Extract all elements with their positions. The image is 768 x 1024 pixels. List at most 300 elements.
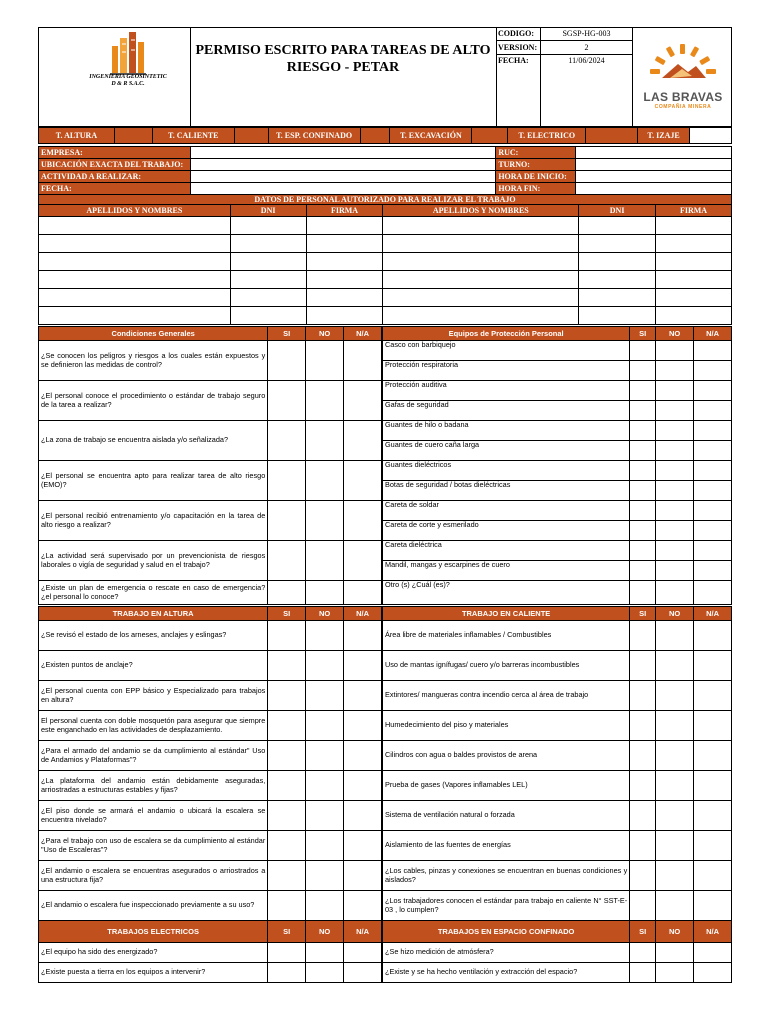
generales-question: ¿Se conocen los peligros y riesgos a los cuales están expuestos y se definieron las medidas de control? [39,341,268,381]
company-logo-line1: INGENIERIA GEOSINTETIC [89,74,167,80]
page-title-line2: RIESGO - PETAR [286,60,400,75]
altura-row [39,741,382,771]
altura-col-si: SI [268,607,306,621]
caliente-check-na[interactable] [694,741,732,771]
altura-row [39,651,382,681]
altura-check-no[interactable] [306,741,344,771]
ubicacion-field[interactable] [190,159,495,171]
caliente-check-no[interactable] [656,681,694,711]
personal-cell-dni-right[interactable] [579,271,656,289]
epp-question: Botas de seguridad / botas dieléctricas [383,481,630,501]
epp-check-si[interactable] [630,561,656,581]
col-dni-left: DNI [230,205,306,217]
generales-check-si[interactable] [268,461,306,501]
electricos-title: TRABAJOS ELECTRICOS [39,921,268,943]
personal-cell-dni-left[interactable] [230,235,306,253]
generales-check-na[interactable] [344,541,382,581]
altura-check-na[interactable] [344,831,382,861]
generales-col-na: N/A [344,327,382,341]
epp-check-no[interactable] [656,381,694,401]
hora-inicio-label: HORA DE INICIO: [496,171,576,183]
caliente-check-si[interactable] [630,801,656,831]
epp-check-si[interactable] [630,541,656,561]
caliente-col-si: SI [630,607,656,621]
epp-check-na[interactable] [694,341,732,361]
epp-col-na: N/A [694,327,732,341]
altura-check-si[interactable] [268,651,306,681]
epp-row [383,341,732,361]
caliente-check-si[interactable] [630,771,656,801]
hora-fin-field[interactable] [576,183,732,195]
altura-row [39,891,382,921]
caliente-row [383,651,732,681]
epp-check-na[interactable] [694,481,732,501]
epp-check-na[interactable] [694,561,732,581]
confinado-question: ¿Se hizo medición de atmósfera? [383,943,630,963]
codigo-label: CODIGO: [498,29,534,38]
epp-row [383,521,732,541]
confinado-col-si: SI [630,921,656,943]
version-value: 2 [584,43,589,52]
altura-check-si[interactable] [268,621,306,651]
epp-row [383,361,732,381]
personal-cell-firma-left[interactable] [306,235,383,253]
personal-grid [38,216,732,325]
generales-row [39,341,382,381]
personal-cell-apellidos-right[interactable] [383,307,579,325]
altura-check-na[interactable] [344,621,382,651]
caliente-check-na[interactable] [694,771,732,801]
personal-cell-firma-right[interactable] [656,217,732,235]
epp-col-si: SI [630,327,656,341]
generales-row [39,461,382,501]
epp-check-si[interactable] [630,461,656,481]
task-type-electrico: T. ELECTRICO [508,128,586,144]
epp-row [383,561,732,581]
electricos-check-na[interactable] [344,943,382,963]
epp-check-si[interactable] [630,441,656,461]
personal-cell-firma-left[interactable] [306,289,383,307]
epp-check-no[interactable] [656,521,694,541]
generales-table [38,326,382,605]
caliente-question: Sistema de ventilación natural o forzada [383,801,630,831]
confinado-col-no: NO [656,921,694,943]
confinado-col-na: N/A [694,921,732,943]
epp-question: Gafas de seguridad [383,401,630,421]
caliente-check-si[interactable] [630,831,656,861]
caliente-check-si[interactable] [630,651,656,681]
caliente-check-na[interactable] [694,891,732,921]
task-check-izaje[interactable] [690,128,732,144]
electricos-question: ¿Existe puesta a tierra en los equipos a intervenir? [39,963,268,983]
epp-check-no[interactable] [656,461,694,481]
altura-check-na[interactable] [344,741,382,771]
codigo-value: SGSP-HG-003 [562,29,611,38]
caliente-question: Prueba de gases (Vapores inflamables LEL) [383,771,630,801]
caliente-check-na[interactable] [694,831,732,861]
caliente-question: Cilindros con agua o baldes provistos de arena [383,741,630,771]
generales-check-no[interactable] [306,581,344,605]
caliente-check-no[interactable] [656,801,694,831]
caliente-check-no[interactable] [656,741,694,771]
turno-field[interactable] [576,159,732,171]
epp-row [383,441,732,461]
epp-check-si[interactable] [630,581,656,605]
confinado-question: ¿Existe y se ha hecho ventilación y extracción del espacio? [383,963,630,983]
epp-check-na[interactable] [694,441,732,461]
caliente-check-no[interactable] [656,891,694,921]
caliente-check-no[interactable] [656,861,694,891]
hora-inicio-field[interactable] [576,171,732,183]
personal-cell-apellidos-right[interactable] [383,253,579,271]
caliente-check-na[interactable] [694,801,732,831]
altura-question: ¿Existen puntos de anclaje? [39,651,268,681]
epp-check-si[interactable] [630,401,656,421]
caliente-check-na[interactable] [694,711,732,741]
caliente-row [383,861,732,891]
generales-question: ¿El personal recibió entrenamiento y/o capacitación en la tarea de alto riesgo a realizar? [39,501,268,541]
altura-check-si[interactable] [268,891,306,921]
epp-check-na[interactable] [694,361,732,381]
personal-cell-apellidos-left[interactable] [39,217,231,235]
epp-check-no[interactable] [656,501,694,521]
personal-cell-firma-right[interactable] [656,235,732,253]
altura-row [39,831,382,861]
generales-question: ¿El personal se encuentra apto para realizar tarea de alto riesgo (EMO)? [39,461,268,501]
generales-check-si[interactable] [268,341,306,381]
generales-check-si[interactable] [268,581,306,605]
caliente-check-no[interactable] [656,621,694,651]
turno-label: TURNO: [496,159,576,171]
electricos-row [39,943,382,963]
altura-check-no[interactable] [306,651,344,681]
altura-row [39,681,382,711]
empresa-field[interactable] [190,147,495,159]
generales-check-no[interactable] [306,501,344,541]
caliente-check-si[interactable] [630,681,656,711]
altura-check-no[interactable] [306,801,344,831]
epp-check-no[interactable] [656,341,694,361]
epp-question: Careta dieléctrica [383,541,630,561]
generales-check-na[interactable] [344,421,382,461]
generales-question: ¿El personal conoce el procedimiento o estándar de trabajo seguro de la tarea a realizar? [39,381,268,421]
epp-row [383,421,732,441]
personal-cell-dni-right[interactable] [579,217,656,235]
epp-check-no[interactable] [656,561,694,581]
task-type-altura: T. ALTURA [39,128,115,144]
caliente-check-si[interactable] [630,891,656,921]
epp-row [383,381,732,401]
personal-cell-apellidos-right[interactable] [383,235,579,253]
electricos-check-si[interactable] [268,963,306,983]
epp-col-no: NO [656,327,694,341]
personal-cell-dni-left[interactable] [230,307,306,325]
epp-check-na[interactable] [694,521,732,541]
altura-row [39,801,382,831]
epp-question: Protección respiratoria [383,361,630,381]
personal-cell-firma-right[interactable] [656,253,732,271]
altura-question: ¿El andamio o escalera se encuentras asegurados o arriostrados a una estructura fija? [39,861,268,891]
altura-check-na[interactable] [344,891,382,921]
altura-col-no: NO [306,607,344,621]
caliente-check-no[interactable] [656,651,694,681]
altura-check-na[interactable] [344,651,382,681]
epp-row [383,581,732,605]
personal-cell-dni-right[interactable] [579,289,656,307]
caliente-check-no[interactable] [656,771,694,801]
epp-question: Guantes de hilo o badana [383,421,630,441]
personal-cell-firma-left[interactable] [306,253,383,271]
personal-row [39,289,732,307]
caliente-check-na[interactable] [694,681,732,711]
epp-question: Protección auditiva [383,381,630,401]
altura-check-si[interactable] [268,741,306,771]
generales-check-na[interactable] [344,461,382,501]
altura-check-na[interactable] [344,801,382,831]
altura-check-si[interactable] [268,831,306,861]
epp-check-si[interactable] [630,421,656,441]
generales-check-no[interactable] [306,381,344,421]
altura-check-si[interactable] [268,681,306,711]
personal-cell-firma-left[interactable] [306,271,383,289]
altura-check-no[interactable] [306,711,344,741]
personal-row [39,217,732,235]
fecha-info-field[interactable] [190,183,495,195]
confinado-check-no[interactable] [656,963,694,983]
epp-check-si[interactable] [630,521,656,541]
personal-table [38,194,732,217]
epp-check-no[interactable] [656,421,694,441]
epp-table [382,326,732,605]
epp-check-si[interactable] [630,481,656,501]
caliente-row [383,741,732,771]
caliente-check-na[interactable] [694,861,732,891]
task-type-row [38,127,732,144]
altura-question: ¿Para el armado del andamio se da cumplimiento al estándar" Uso de Andamios y Plataformas"? [39,741,268,771]
caliente-question: ¿Los trabajadores conocen el estándar para trabajo en caliente N° SST-E-03 , lo cumplen? [383,891,630,921]
caliente-check-si[interactable] [630,711,656,741]
confinado-check-na[interactable] [694,943,732,963]
page-title-line1: PERMISO ESCRITO PARA TAREAS DE ALTO [195,43,491,58]
epp-check-na[interactable] [694,581,732,605]
caliente-check-no[interactable] [656,711,694,741]
generales-check-no[interactable] [306,461,344,501]
epp-check-na[interactable] [694,421,732,441]
confinado-check-no[interactable] [656,943,694,963]
caliente-row [383,711,732,741]
personal-cell-apellidos-left[interactable] [39,271,231,289]
confinado-check-si[interactable] [630,963,656,983]
task-check-excavacion[interactable] [472,128,508,144]
epp-row [383,401,732,421]
epp-question: Otro (s) ¿Cuál (es)? [383,581,630,605]
fecha-label: FECHA: [498,56,529,65]
generales-question: ¿La actividad será supervisado por un prevencionista de riesgos laborales o vigía de seguridad y salud en el trabajo? [39,541,268,581]
epp-check-na[interactable] [694,461,732,481]
confinado-title: TRABAJOS EN ESPACIO CONFINADO [383,921,630,943]
generales-col-si: SI [268,327,306,341]
epp-check-si[interactable] [630,381,656,401]
caliente-check-na[interactable] [694,621,732,651]
col-apellidos-left: APELLIDOS Y NOMBRES [39,205,231,217]
epp-check-no[interactable] [656,541,694,561]
personal-cell-apellidos-right[interactable] [383,271,579,289]
electricos-col-no: NO [306,921,344,943]
caliente-check-si[interactable] [630,741,656,771]
electricos-check-na[interactable] [344,963,382,983]
altura-check-si[interactable] [268,861,306,891]
altura-check-na[interactable] [344,861,382,891]
personal-cell-apellidos-left[interactable] [39,253,231,271]
generales-row [39,501,382,541]
confinado-row [383,943,732,963]
altura-check-na[interactable] [344,771,382,801]
company-logo [98,30,158,76]
altura-question: ¿El personal cuenta con EPP básico y Especializado para trabajos en altura? [39,681,268,711]
altura-question: El personal cuenta con doble mosquetón para asegurar que siempre este enganchado en las actividades de desplazamiento. [39,711,268,741]
altura-check-na[interactable] [344,711,382,741]
header-divider-mid [496,27,497,127]
personal-cell-firma-left[interactable] [306,217,383,235]
task-type-caliente: T. CALIENTE [152,128,234,144]
generales-check-na[interactable] [344,581,382,605]
altura-row [39,711,382,741]
actividad-field[interactable] [190,171,495,183]
personal-cell-apellidos-left[interactable] [39,235,231,253]
personal-cell-dni-right[interactable] [579,253,656,271]
confinado-table [382,920,732,983]
altura-check-no[interactable] [306,771,344,801]
altura-col-na: N/A [344,607,382,621]
confinado-check-na[interactable] [694,963,732,983]
personal-cell-firma-left[interactable] [306,307,383,325]
epp-check-si[interactable] [630,361,656,381]
generales-check-na[interactable] [344,501,382,541]
task-check-electrico[interactable] [586,128,638,144]
personal-cell-dni-right[interactable] [579,307,656,325]
epp-row [383,501,732,521]
electricos-table [38,920,382,983]
altura-question: ¿Se revisó el estado de los arneses, anclajes y eslingas? [39,621,268,651]
personal-cell-firma-right[interactable] [656,289,732,307]
altura-check-no[interactable] [306,891,344,921]
generales-check-no[interactable] [306,421,344,461]
task-check-altura[interactable] [114,128,152,144]
personal-cell-firma-right[interactable] [656,307,732,325]
task-check-caliente[interactable] [234,128,268,144]
altura-title: TRABAJO EN ALTURA [39,607,268,621]
generales-title: Condiciones Generales [39,327,268,341]
caliente-check-si[interactable] [630,861,656,891]
personal-title: DATOS DE PERSONAL AUTORIZADO PARA REALIZAR EL TRABAJO [39,195,732,205]
generales-row [39,541,382,581]
generales-check-si[interactable] [268,501,306,541]
epp-question: Guantes dieléctricos [383,461,630,481]
altura-check-na[interactable] [344,681,382,711]
personal-cell-dni-left[interactable] [230,253,306,271]
electricos-question: ¿El equipo ha sido des energizado? [39,943,268,963]
caliente-question: ¿Los cables, pinzas y conexiones se encuentran en buenas condiciones y aislados? [383,861,630,891]
caliente-row [383,891,732,921]
caliente-col-no: NO [656,607,694,621]
electricos-check-si[interactable] [268,943,306,963]
personal-cell-apellidos-left[interactable] [39,307,231,325]
epp-check-no[interactable] [656,361,694,381]
generales-row [39,381,382,421]
caliente-table [382,606,732,921]
task-check-confinado[interactable] [360,128,390,144]
altura-check-si[interactable] [268,711,306,741]
altura-check-no[interactable] [306,681,344,711]
epp-check-na[interactable] [694,501,732,521]
personal-cell-dni-left[interactable] [230,271,306,289]
epp-check-si[interactable] [630,341,656,361]
caliente-check-si[interactable] [630,621,656,651]
personal-cell-firma-right[interactable] [656,271,732,289]
caliente-check-no[interactable] [656,831,694,861]
ruc-label: RUC: [496,147,576,159]
altura-check-no[interactable] [306,621,344,651]
personal-cell-apellidos-right[interactable] [383,217,579,235]
electricos-check-no[interactable] [306,963,344,983]
electricos-row [39,963,382,983]
epp-check-no[interactable] [656,401,694,421]
altura-check-no[interactable] [306,861,344,891]
epp-check-si[interactable] [630,501,656,521]
epp-check-no[interactable] [656,581,694,605]
generales-check-no[interactable] [306,341,344,381]
info-table [38,146,732,195]
epp-check-na[interactable] [694,381,732,401]
epp-question: Mandil, mangas y escarpines de cuero [383,561,630,581]
epp-row [383,481,732,501]
caliente-question: Extintores/ mangueras contra incendio cerca al área de trabajo [383,681,630,711]
confinado-check-si[interactable] [630,943,656,963]
caliente-row [383,831,732,861]
personal-cell-dni-right[interactable] [579,235,656,253]
company-logo-line2: D & R S.A.C. [111,81,145,87]
epp-check-na[interactable] [694,401,732,421]
col-dni-right: DNI [579,205,656,217]
ruc-field[interactable] [576,147,732,159]
ubicacion-label: UBICACIÓN EXACTA DEL TRABAJO: [39,159,191,171]
generales-check-si[interactable] [268,421,306,461]
altura-check-si[interactable] [268,771,306,801]
code-line1 [496,40,633,41]
epp-question: Guantes de cuero caña larga [383,441,630,461]
generales-check-no[interactable] [306,541,344,581]
altura-check-no[interactable] [306,831,344,861]
code-line2 [496,54,633,55]
caliente-row [383,681,732,711]
personal-cell-dni-left[interactable] [230,289,306,307]
personal-cell-dni-left[interactable] [230,217,306,235]
personal-cell-apellidos-right[interactable] [383,289,579,307]
personal-cell-apellidos-left[interactable] [39,289,231,307]
generales-check-na[interactable] [344,341,382,381]
epp-check-no[interactable] [656,481,694,501]
caliente-check-na[interactable] [694,651,732,681]
generales-check-si[interactable] [268,541,306,581]
epp-check-no[interactable] [656,441,694,461]
generales-check-na[interactable] [344,381,382,421]
header-divider-right [632,27,633,127]
altura-check-si[interactable] [268,801,306,831]
generales-check-si[interactable] [268,381,306,421]
generales-question: ¿Existe un plan de emergencia o rescate en caso de emergencia? ¿el personal lo conoce? [39,581,268,605]
epp-check-na[interactable] [694,541,732,561]
electricos-check-no[interactable] [306,943,344,963]
